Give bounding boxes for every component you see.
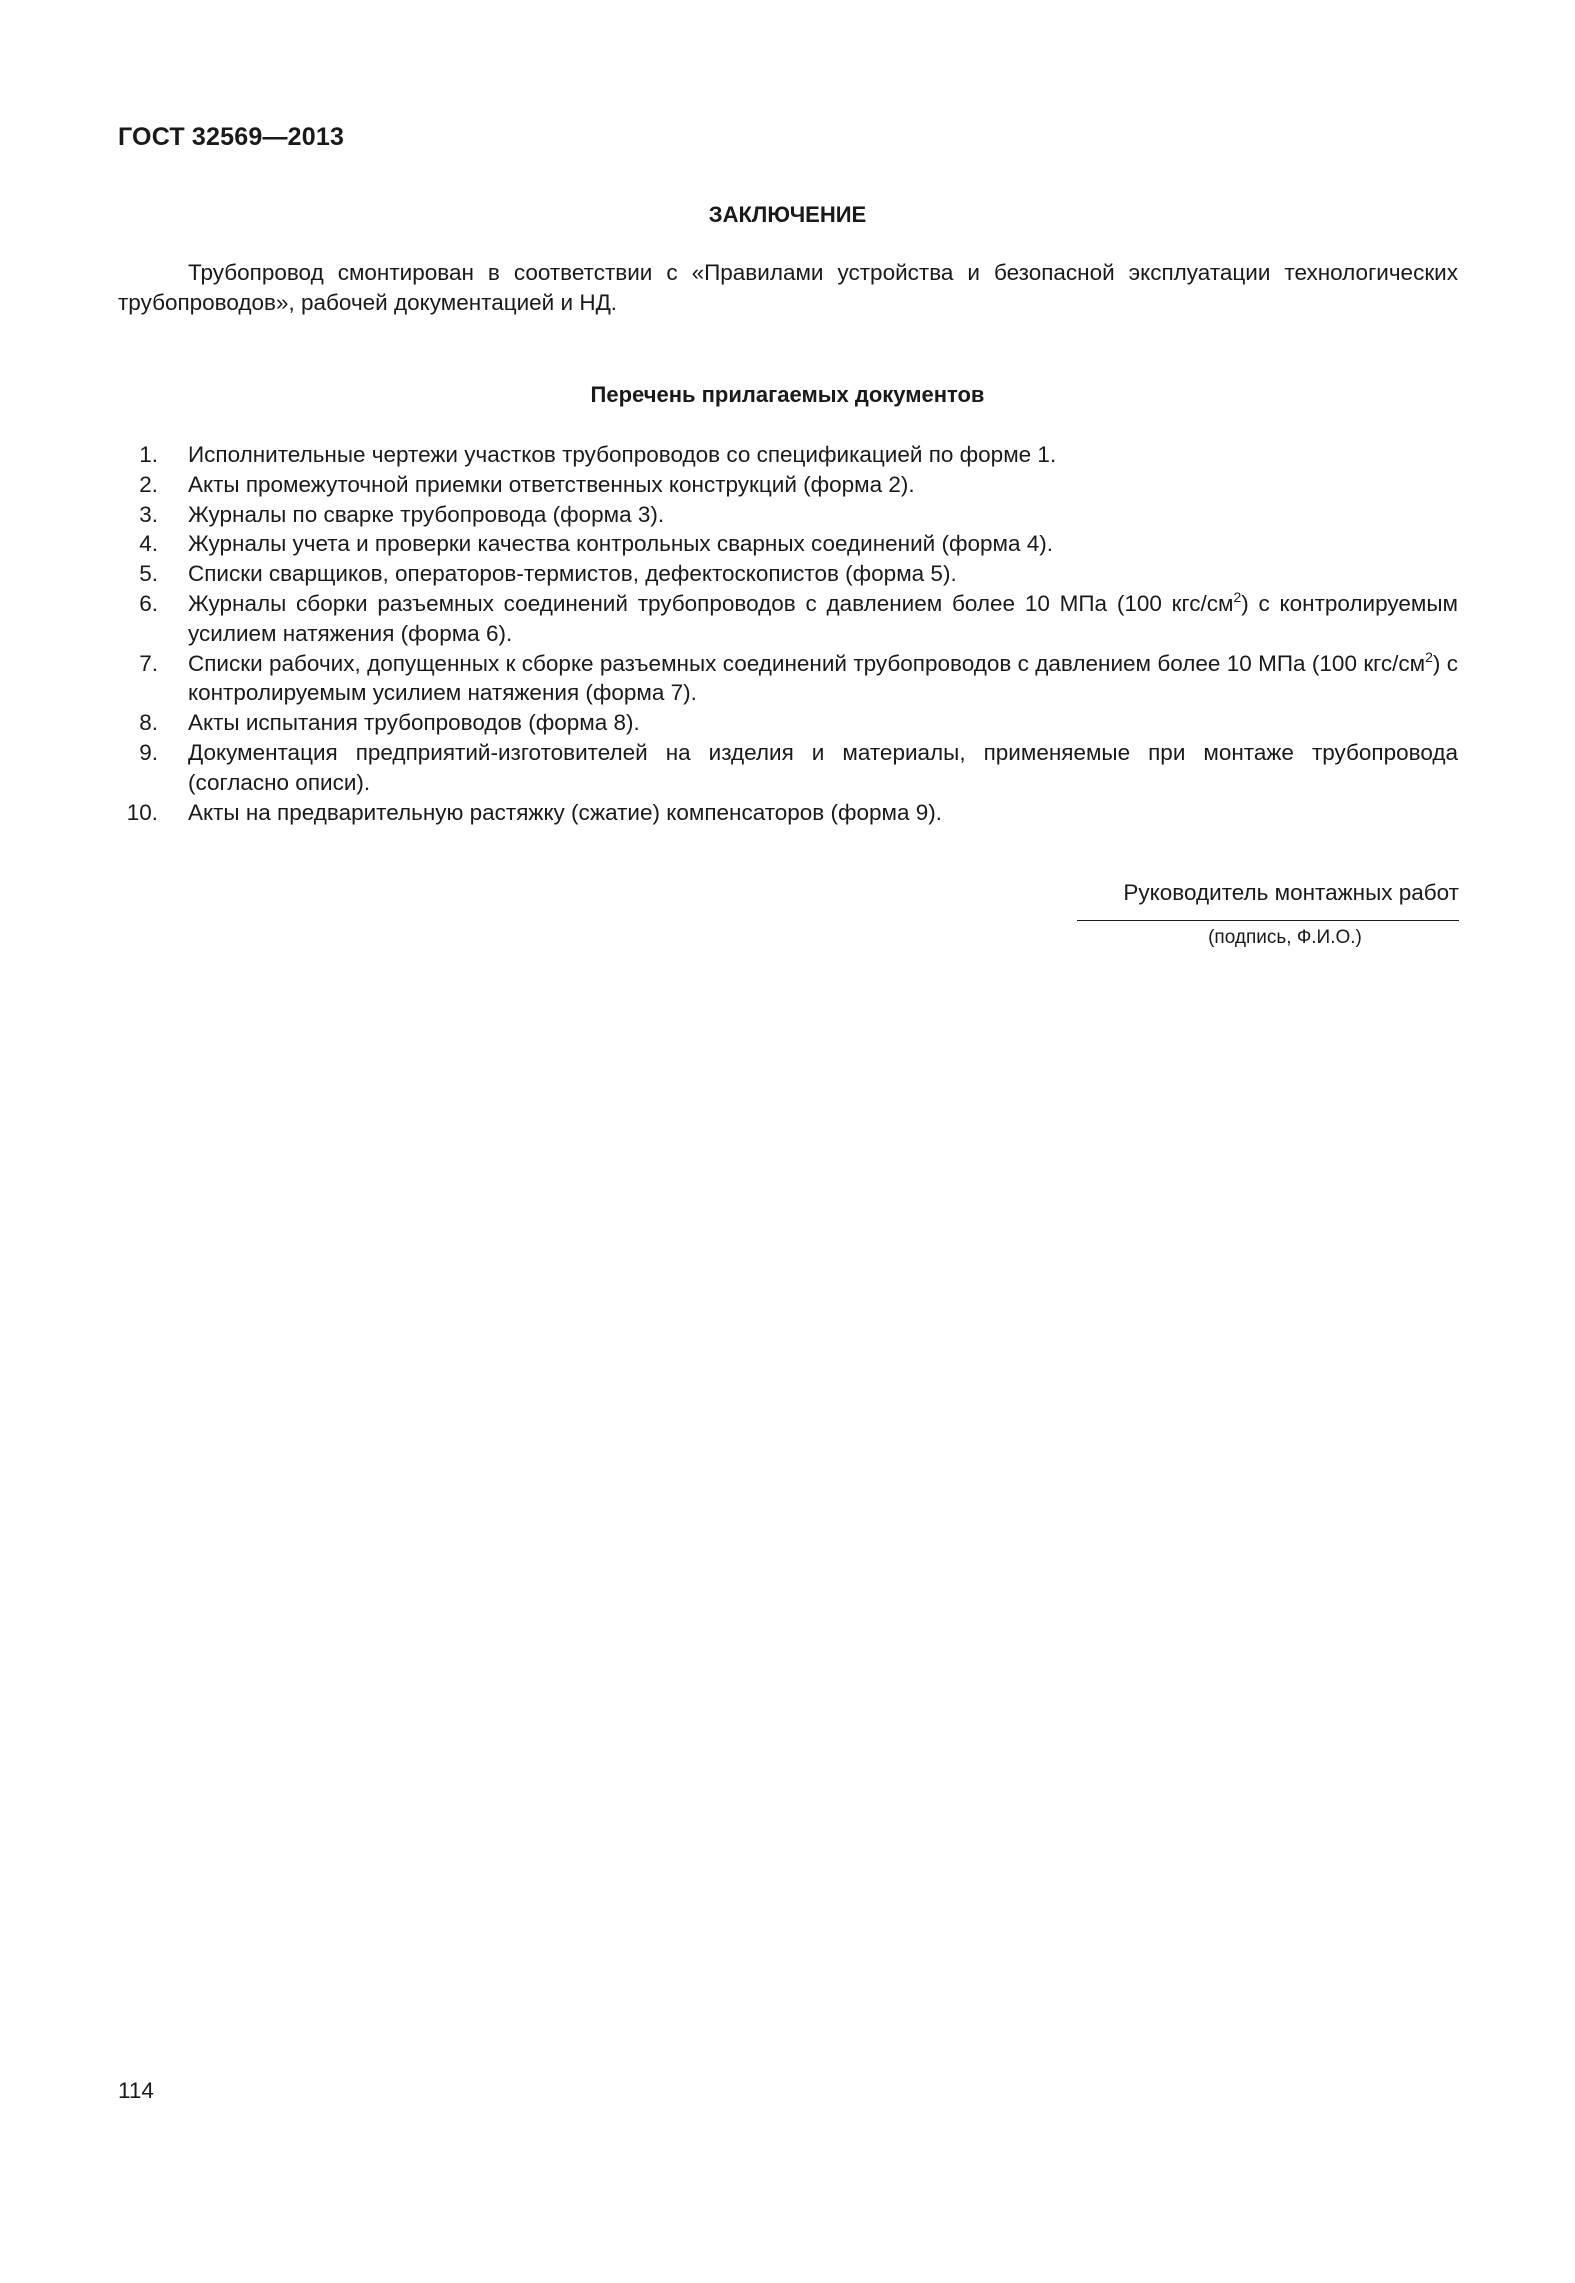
- list-item: [118, 500, 1458, 530]
- list-item: [118, 708, 1458, 738]
- list-item-number: 8.: [139, 710, 158, 736]
- list-item-number: 10.: [126, 799, 158, 825]
- list-item-number: 4.: [139, 531, 158, 557]
- list-item-number: 2.: [139, 471, 158, 497]
- list-item-number: 9.: [139, 739, 158, 765]
- list-item-number: 5.: [139, 561, 158, 587]
- signature-caption: (подпись, Ф.И.О.): [1208, 927, 1362, 948]
- list-item-text: Акты на предварительную растяжку (сжатие) компенсаторов (форма 9).: [188, 799, 943, 825]
- attachments-title: Перечень прилагаемых документов: [590, 382, 985, 407]
- list-item-text: [188, 588, 1458, 646]
- list-item: [118, 649, 1458, 709]
- signature-block: [1075, 878, 1459, 949]
- attachments-list: [118, 440, 1458, 827]
- list-item-text: Акты испытания трубопроводов (форма 8).: [188, 710, 640, 736]
- list-item: [118, 738, 1458, 798]
- superscript: 2: [1425, 648, 1433, 665]
- list-item-text-part: ) с контролируемым усилием натяжения (форма 6).: [188, 590, 1458, 646]
- list-item-number: 6.: [139, 590, 158, 616]
- list-item-number: 3.: [139, 501, 158, 527]
- list-item-text: Исполнительные чертежи участков трубопроводов со спецификацией по форме 1.: [188, 442, 1057, 467]
- signature-line: [1077, 920, 1459, 921]
- list-item-text: Акты промежуточной приемки ответственных конструкций (форма 2).: [188, 471, 915, 497]
- list-item-text: [188, 648, 1458, 706]
- list-item-text-part: Списки рабочих, допущенных к сборке разъемных соединений трубопроводов с давлением более 10 МПа (100 кгс/см: [188, 650, 1426, 676]
- conclusion-title: ЗАКЛЮЧЕНИЕ: [708, 202, 867, 227]
- list-item: [118, 529, 1458, 559]
- list-item: [118, 589, 1458, 649]
- list-item: [118, 470, 1458, 500]
- signature-role: Руководитель монтажных работ: [1123, 880, 1459, 905]
- list-item-number: 1.: [139, 442, 158, 467]
- list-item-text-part: ) с контролируемым усилием натяжения (форма 7).: [188, 650, 1458, 706]
- list-item: [118, 559, 1458, 589]
- list-item-text: Списки сварщиков, операторов-термистов, дефектоскопистов (форма 5).: [188, 561, 957, 587]
- list-item-text: Журналы учета и проверки качества контрольных сварных соединений (форма 4).: [188, 531, 1054, 557]
- conclusion-text: Трубопровод смонтирован в соответствии с «Правилами устройства и безопасной эксплуатации технологических трубопроводов», рабочей документацией и НД.: [118, 260, 1458, 315]
- list-item-text: Документация предприятий-изготовителей на изделия и материалы, применяемые при монтаже трубопровода (согласно описи).: [188, 739, 1458, 795]
- list-item: [118, 440, 1458, 470]
- page-number: 114: [118, 2078, 154, 2103]
- list-item-number: 7.: [139, 650, 158, 676]
- list-item-text: Журналы по сварке трубопровода (форма 3).: [188, 501, 665, 527]
- superscript: 2: [1233, 588, 1242, 605]
- standard-code: ГОСТ 32569—2013: [118, 123, 345, 151]
- list-item: [118, 798, 1458, 828]
- list-item-text-part: Журналы сборки разъемных соединений трубопроводов с давлением более 10 МПа (100 кгс/см: [188, 590, 1234, 616]
